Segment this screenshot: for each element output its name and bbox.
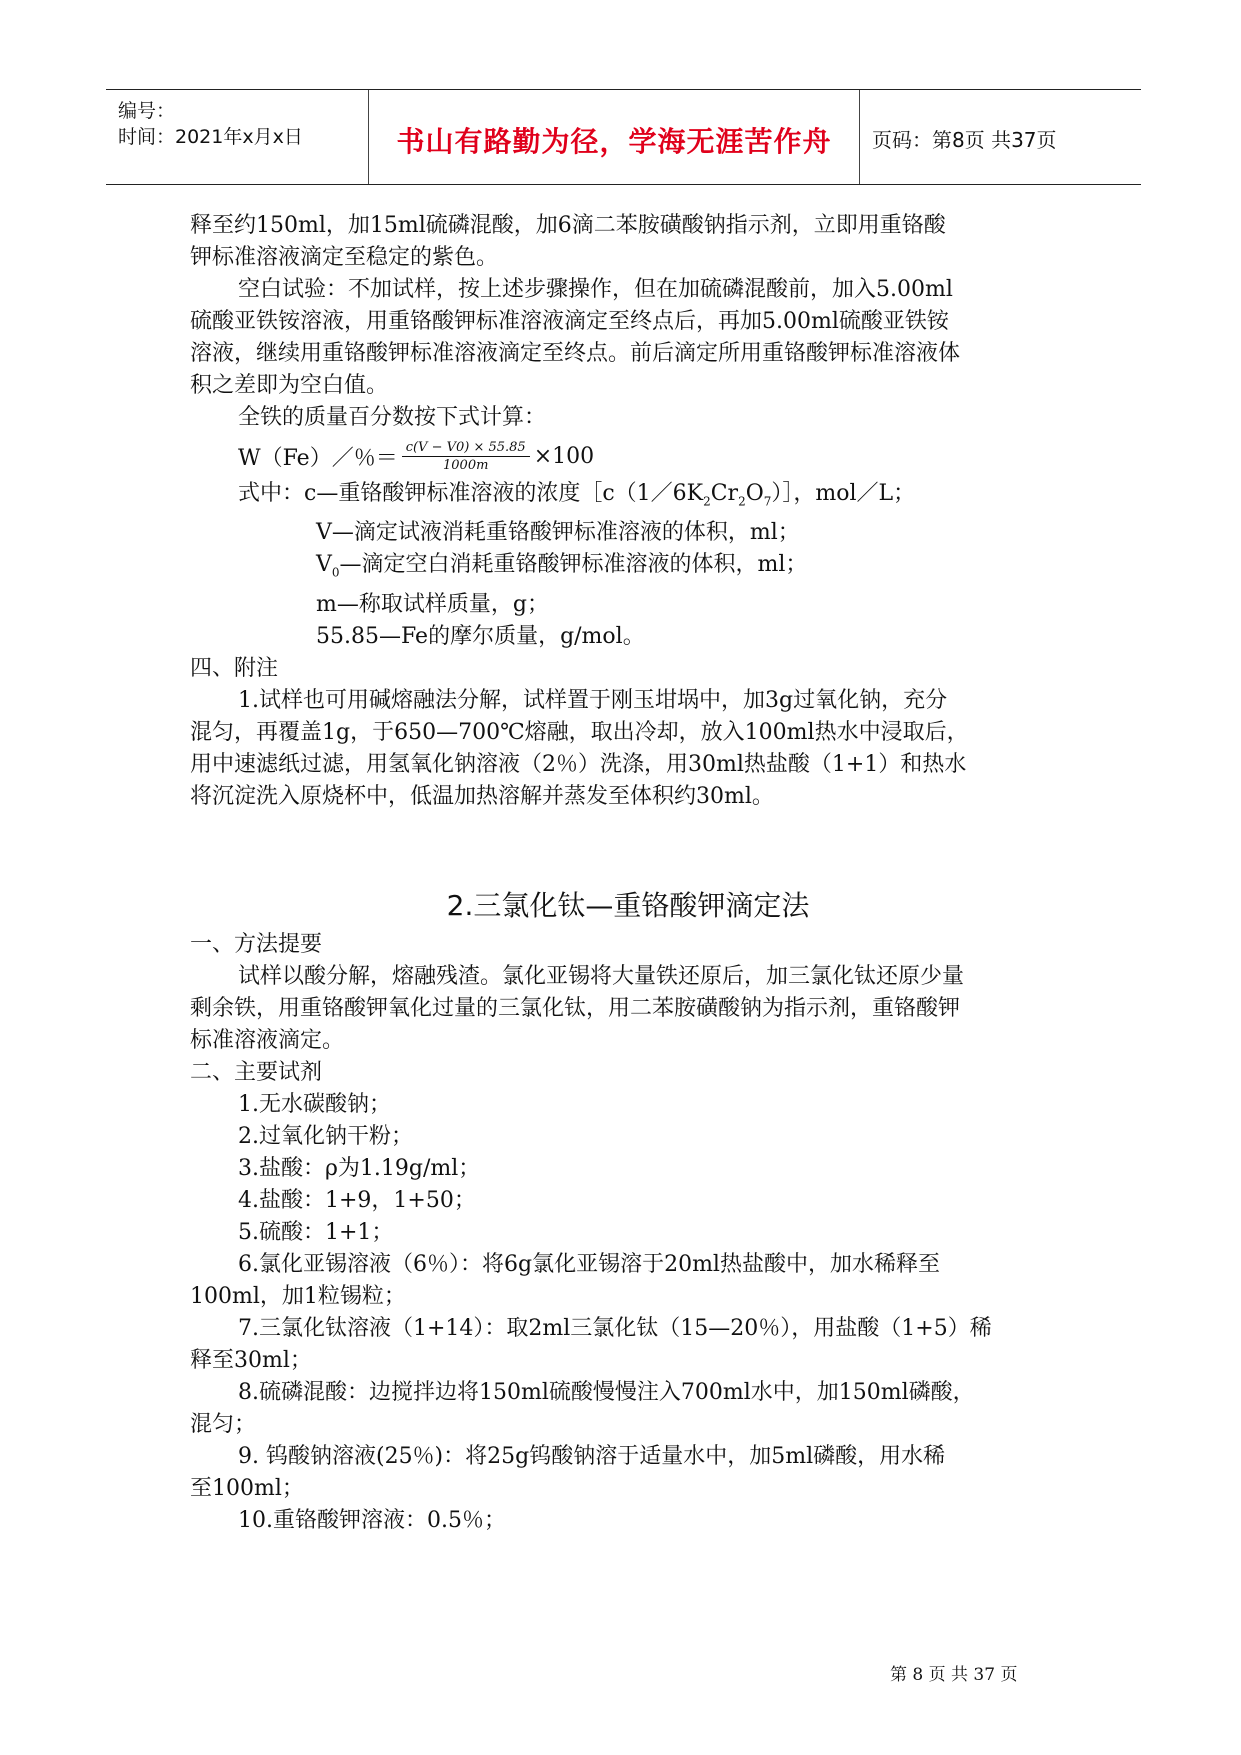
paragraph: 空白试验：不加试样，按上述步骤操作，但在加硫磷混酸前，加入5.00ml <box>238 277 953 302</box>
iron-formula <box>190 434 1066 478</box>
formula-rhs: ×100 <box>533 443 595 469</box>
paragraph: 混匀，再覆盖1g，于650—700℃熔融，取出冷却，放入100ml热水中浸取后， <box>190 719 969 745</box>
paragraph: 释至约150ml，加15ml硫磷混酸，加6滴二苯胺磺酸钠指示剂，立即用重铬酸 <box>190 213 946 238</box>
def-text: Cr <box>710 481 739 506</box>
reagent-item: 7.三氯化钛溶液（1+14）：取2ml三氯化钛（15—20％），用盐酸（1+5）稀 <box>238 1315 992 1341</box>
reagent-item-cont: 释至30ml； <box>190 1347 312 1373</box>
reagent-item: 5.硫酸：1+1； <box>238 1219 394 1245</box>
page-footer: 第 8 页 共 37 页 <box>890 1665 1018 1685</box>
definition-line: m—称取试样质量，g； <box>316 591 549 617</box>
paragraph: 标准溶液滴定。 <box>190 1027 345 1053</box>
paragraph: 剩余铁，用重铬酸钾氧化过量的三氯化钛，用二苯胺磺酸钠为指示剂，重铬酸钾 <box>190 995 961 1021</box>
section-heading: 二、主要试剂 <box>190 1059 323 1085</box>
header-page-label: 页码：第8页 共37页 <box>872 128 1057 152</box>
reagent-item: 3.盐酸：ρ为1.19g/ml； <box>238 1155 481 1181</box>
reagent-item: 6.氯化亚锡溶液（6％）：将6g氯化亚锡溶于20ml热盐酸中，加水稀释至 <box>238 1251 940 1277</box>
definition-line: V—滴定试液消耗重铬酸钾标准溶液的体积，ml； <box>316 520 800 546</box>
def-subscript: 0 <box>331 565 340 580</box>
reagent-item: 10.重铬酸钾溶液：0.5％； <box>238 1507 506 1533</box>
def-text: O <box>745 481 764 506</box>
formula-denominator: 1000m <box>443 457 489 473</box>
paragraph: 用中速滤纸过滤，用氢氧化钠溶液（2％）洗涤，用30ml热盐酸（1+1）和热水 <box>190 751 967 777</box>
definition-line <box>190 478 1066 517</box>
definition-line: 55.85—Fe的摩尔质量，g/mol。 <box>316 623 645 649</box>
paragraph: 钾标准溶液滴定至稳定的紫色。 <box>190 245 499 270</box>
paragraph: 全铁的质量百分数按下式计算： <box>238 405 547 430</box>
number-label: 编号： <box>118 100 176 122</box>
reagent-item: 8.硫磷混酸：边搅拌边将150ml硫酸慢慢注入700ml水中，加150ml磷酸， <box>238 1379 975 1405</box>
page-header <box>106 89 1141 185</box>
paragraph: 将沉淀洗入原烧杯中，低温加热溶解并蒸发至体积约30ml。 <box>190 783 774 809</box>
motto: 书山有路勤为径，学海无涯苦作舟 <box>396 125 832 158</box>
time-label: 时间：2021年x月x日 <box>118 126 303 148</box>
def-text: —滴定空白消耗重铬酸钾标准溶液的体积，ml； <box>339 552 808 578</box>
def-subscript: 2 <box>703 494 711 509</box>
formula-lhs: W（Fe）／％＝ <box>238 445 398 471</box>
header-motto-cell <box>369 90 860 184</box>
method-title: 2.三氯化钛—重铬酸钾滴定法 <box>446 888 810 922</box>
reagent-item-cont: 混匀； <box>190 1411 257 1437</box>
def-subscript: 2 <box>738 494 746 509</box>
section-heading: 一、方法提要 <box>190 931 323 957</box>
reagent-item-cont: 100ml，加1粒锡粒； <box>190 1283 406 1309</box>
header-page-cell <box>860 90 1141 184</box>
formula-numerator: c(V − V0) × 55.85 <box>402 440 530 457</box>
paragraph: 溶液，继续用重铬酸钾标准溶液滴定至终点。前后滴定所用重铬酸钾标准溶液体 <box>190 341 961 366</box>
document-body <box>190 210 1066 1537</box>
formula-fraction <box>402 440 530 473</box>
def-text: 式中：c—重铬酸钾标准溶液的浓度［c（1／6K <box>238 481 704 506</box>
def-text: ）］，mol／L； <box>771 481 916 506</box>
reagent-item: 2.过氧化钠干粉； <box>238 1123 413 1149</box>
def-subscript: 7 <box>763 494 772 509</box>
paragraph: 硫酸亚铁铵溶液，用重铬酸钾标准溶液滴定至终点后，再加5.00ml硫酸亚铁铵 <box>190 309 949 334</box>
spacer <box>190 813 1066 883</box>
reagent-item-cont: 至100ml； <box>190 1475 304 1501</box>
paragraph: 试样以酸分解，熔融残渣。氯化亚锡将大量铁还原后，加三氯化钛还原少量 <box>238 963 965 989</box>
def-text: V <box>316 552 332 578</box>
definition-line <box>190 549 1066 588</box>
reagent-item: 4.盐酸：1+9，1+50； <box>238 1187 476 1213</box>
paragraph: 1.试样也可用碱熔融法分解，试样置于刚玉坩埚中，加3g过氧化钠，充分 <box>238 687 948 713</box>
paragraph: 积之差即为空白值。 <box>190 373 389 398</box>
reagent-item: 1.无水碳酸钠； <box>238 1091 391 1117</box>
header-meta-cell <box>106 90 369 184</box>
reagent-item: 9. 钨酸钠溶液(25％)：将25g钨酸钠溶于适量水中，加5ml磷酸，用水稀 <box>238 1443 946 1469</box>
section-heading: 四、附注 <box>190 655 279 681</box>
